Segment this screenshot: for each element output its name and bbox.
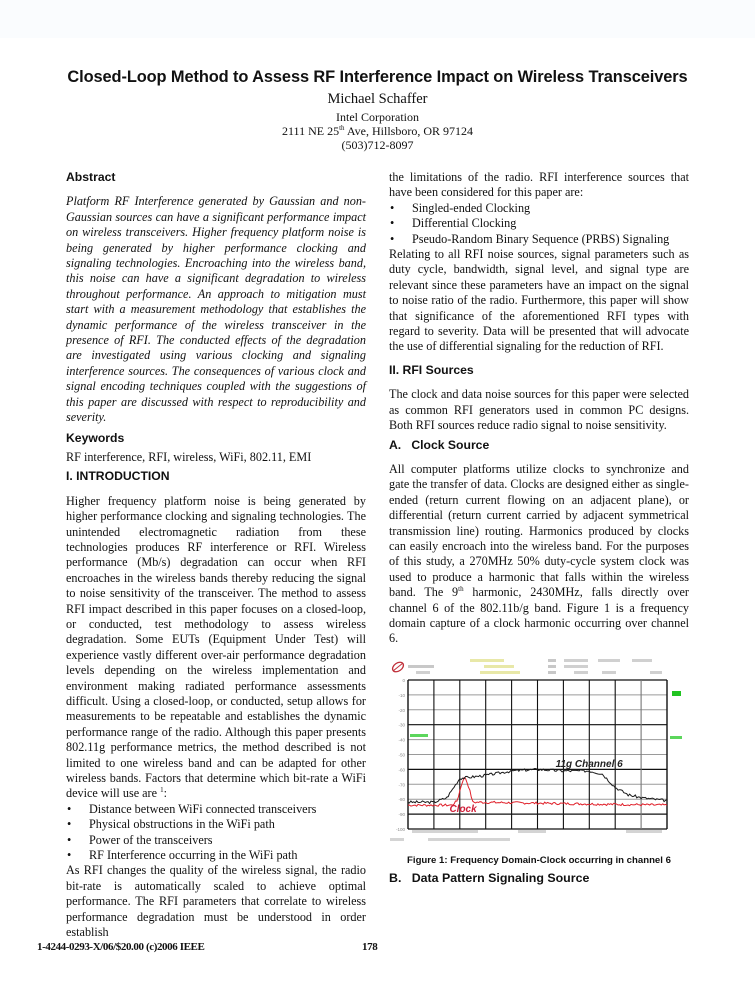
abstract-text: Platform RF Interference generated by Gaussian and non-Gaussian sources can have a significant performance impact on wireless transceivers. Higher frequency platform noise is being generated by higher performance clocking and signaling technologies. Encroaching into the wireless band, this noise can have a significant degradation to wireless throughout performance. An approach to mitigation must start with a measurement methodology that establishes the dynamic performance of the wireless transceiver in the presence of RFI. The conducted effects of the degradation are investigated using various clocking and signaling interference sources. The consequences of various clock and signal encoding techniques coupled with the suggestions of this paper are discussed with respect to reproducibility and severity.	[66, 194, 366, 425]
y-tick-label: 0	[402, 678, 405, 683]
trigger-label	[410, 734, 428, 737]
bitrate-factors-list	[66, 802, 366, 864]
data-pattern-heading: B. Data Pattern Signaling Source	[389, 871, 590, 885]
list-item: • Differential Clocking	[389, 216, 689, 231]
right-column	[389, 170, 689, 647]
rbw-value	[564, 659, 588, 662]
swt-label	[548, 671, 556, 674]
paper-title: Closed-Loop Method to Assess RF Interference Impact on Wireless Transceivers	[67, 68, 688, 86]
date-readout	[428, 838, 510, 841]
ref-level-readout	[408, 665, 434, 668]
y-tick-label: -10	[398, 692, 405, 698]
attenuation-readout	[416, 671, 430, 674]
y-tick-label: -100	[395, 827, 405, 832]
analyzer-header	[391, 659, 662, 674]
list-item: • Distance between WiFi connected transceivers	[66, 802, 366, 817]
rbw-label	[548, 659, 556, 662]
introduction-paragraph-2: As RFI changes the quality of the wireless signal, the radio bit-rate is automatically scaled to achieve optimal performance. The RFI parameters that correlate to wireless performance degradation must be understood in order establish	[66, 863, 366, 940]
y-tick-label: -90	[398, 812, 405, 818]
y-tick-label: -70	[398, 782, 405, 788]
clock-source-heading: A. Clock Source	[389, 437, 490, 452]
y-tick-label: -60	[398, 767, 405, 773]
unit-label	[602, 671, 616, 674]
marker-readout	[470, 659, 504, 662]
y-tick-label: -30	[398, 722, 405, 728]
rfi-sources-paragraph: The clock and data noise sources for this paper were selected as common RFI generators used in common PC designs. Both RFI sources reduce radio signal to noise sensitivity.	[389, 387, 689, 433]
y-tick-label: -80	[398, 797, 405, 803]
annotation-channel-6: 11g Channel 6	[555, 759, 623, 771]
annotation-clock: Clock	[449, 803, 477, 815]
figure-1-spectrum-plot	[388, 657, 688, 847]
swt-value	[574, 671, 588, 674]
abstract-heading: Abstract	[66, 170, 116, 184]
phone: (503)712-8097	[341, 138, 414, 152]
rfi-sources-heading: II. RFI Sources	[389, 362, 474, 377]
plot-area	[396, 678, 667, 832]
y-tick-label: -50	[398, 752, 405, 758]
keywords-text: RF interference, RFI, wireless, WiFi, 802.11, EMI	[66, 449, 312, 464]
vbw-label	[548, 665, 556, 668]
viewer-top-bar	[0, 0, 755, 38]
div-span-readout	[518, 830, 546, 833]
list-item: • Physical obstructions in the WiFi path	[66, 817, 366, 832]
trace-mode-label	[670, 736, 682, 739]
unit-value	[650, 671, 662, 674]
address: 2111 NE 25th Ave, Hillsboro, OR 97124	[281, 124, 473, 138]
date-label	[390, 838, 404, 841]
left-column	[66, 170, 366, 941]
organization: Intel Corporation	[336, 110, 419, 124]
center-frequency-readout	[412, 830, 478, 833]
list-item: • RF Interference occurring in the WiFi path	[66, 848, 366, 863]
span-readout	[626, 830, 662, 833]
page-number: 178	[362, 941, 378, 953]
marker-freq-readout	[480, 671, 520, 674]
clock-source-paragraph: All computer platforms utilize clocks to synchronize and gate the transfer of data. Clocks are designed either as single-ended (return current flowing on an adjacent plane), or differential (return current carried by adjacent symmetrical transmission line) routing. Harmonics produced by clocks can easily encroach into the wireless band. For the purposes of this study, a 270MHz 50% duty-cycle system clock was used to produce a harmonic that falls within the wireless band. The 9th harmonic, 2430MHz, falls directly over channel 6 of the 802.11b/g band. Figure 1 is a frequency domain capture of a clock harmonic occurring over channel 6.	[389, 461, 689, 646]
introduction-paragraph-2-cont: the limitations of the radio. RFI interference sources that have been considered for this paper are:	[389, 170, 689, 200]
unit-readout	[632, 659, 652, 662]
introduction-paragraph: Higher frequency platform noise is being generated by higher performance clocking and signaling technologies. The unintended electromagnetic radiation from these technologies produces RF interference or RFI. Wireless performance (Mb/s) degradation can occur when RFI encroaches in the wireless bands thereby reducing the signal to noise sensitivity of the transceiver. The method to assess RFI impact described in this paper focuses on a closed-loop, or conducted, test methodology to assess wireless degradation. Some EUTs (Equipment Under Test) will experience vastly different over-air performance degradation levels depending on the wireless implementation and environment making radiated performance assessments difficult. Using a closed-loop, or conducted, setup allows for measurements to be repeatable and establishes the dynamic performance range of the radio. Although this paper presents 802.11g performance metrics, the method described is not limited to one wireless band and can be adapted for other wireless bands. Factors that determine which bit-rate a WiFi device will use are $^1$:	[66, 493, 366, 801]
analyzer-logo-icon	[391, 660, 405, 673]
list-item: • Singled-ended Clocking	[389, 201, 689, 216]
vbw-value	[564, 665, 588, 668]
rf-att-readout	[598, 659, 620, 662]
rfi-sources-list	[389, 201, 689, 247]
y-tick-label: -20	[398, 707, 405, 713]
marker-level-readout	[484, 665, 514, 668]
marker-indicator-icon	[672, 691, 681, 696]
figure-1-caption: Figure 1: Frequency Domain-Clock occurring in channel 6	[407, 855, 671, 866]
introduction-heading: I. INTRODUCTION	[66, 469, 170, 484]
introduction-paragraph-3: Relating to all RFI noise sources, signal parameters such as duty cycle, bandwidth, signal level, and signal type are relevant since these parameters have an impact on the signal to noise ratio of the radio. Furthermore, this paper will show that significance of the aforementioned RFI types with regard to severity. Data will be presented that will advocate the use of differential signaling for the reduction of RFI.	[389, 247, 689, 354]
y-tick-label: -40	[398, 737, 405, 743]
footer-copyright: 1-4244-0293-X/06/$20.00 (c)2006 IEEE	[37, 941, 205, 953]
keywords-heading: Keywords	[66, 430, 125, 445]
author-name: Michael Schaffer	[327, 91, 428, 107]
list-item: • Power of the transceivers	[66, 833, 366, 848]
list-item: • Pseudo-Random Binary Sequence (PRBS) Signaling	[389, 232, 689, 247]
